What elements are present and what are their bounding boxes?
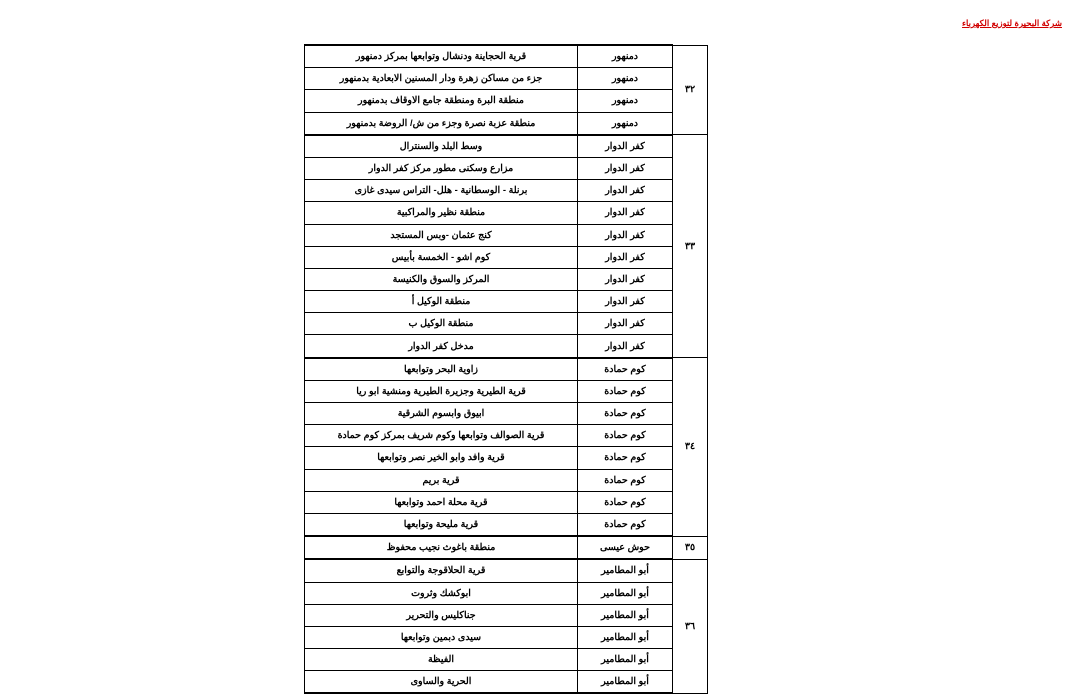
description-cell: منطقة عزبة نصرة وجزء من ش/ الروضة بدمنهور [305, 112, 578, 135]
city-cell: كوم حمادة [578, 469, 673, 491]
description-cell: المركز والسوق والكنيسة [305, 268, 578, 290]
city-cell: أبو المطامير [578, 604, 673, 626]
description-cell: قرية الطيرية وجزيرة الطيرية ومنشية ابو ريا [305, 380, 578, 402]
table-row [305, 513, 708, 536]
description-cell: مزارع وسكنى مطور مركز كفر الدوار [305, 157, 578, 179]
description-cell: قرية بريم [305, 469, 578, 491]
table-row [305, 68, 708, 90]
table-row [305, 582, 708, 604]
description-cell: كنج عثمان -وبس المستجد [305, 224, 578, 246]
description-cell: مدخل كفر الدوار [305, 335, 578, 358]
description-cell: ابيوق وابسوم الشرقية [305, 403, 578, 425]
table-row [305, 358, 708, 381]
table-row [305, 403, 708, 425]
city-cell: أبو المطامير [578, 559, 673, 582]
city-cell: كفر الدوار [578, 224, 673, 246]
description-cell: الفيظة [305, 649, 578, 671]
city-cell: كوم حمادة [578, 403, 673, 425]
description-cell: منطقة نظير والمراكبية [305, 202, 578, 224]
city-cell: كفر الدوار [578, 246, 673, 268]
city-cell: دمنهور [578, 45, 673, 68]
table-row [305, 380, 708, 402]
table-row [305, 447, 708, 469]
description-cell: قرية مليحة وتوابعها [305, 513, 578, 536]
city-cell: كوم حمادة [578, 513, 673, 536]
description-cell: قرية الحلاقوجة والتوابع [305, 559, 578, 582]
description-cell: منطقة الوكيل أ [305, 291, 578, 313]
table-row [305, 559, 708, 582]
table-row [305, 626, 708, 648]
table-row [305, 291, 708, 313]
city-cell: دمنهور [578, 68, 673, 90]
table-row [305, 469, 708, 491]
table-row [305, 157, 708, 179]
description-cell: جزء من مساكن زهرة ودار المسنين الابعادية بدمنهور [305, 68, 578, 90]
description-cell: جناكليس والتحرير [305, 604, 578, 626]
table-container [0, 44, 1080, 694]
table-row [305, 112, 708, 135]
table-row [305, 45, 708, 68]
table-row [305, 135, 708, 158]
table-row [305, 671, 708, 694]
city-cell: كفر الدوار [578, 313, 673, 335]
city-cell: دمنهور [578, 112, 673, 135]
table-row [305, 202, 708, 224]
description-cell: منطقة البرة ومنطقة جامع الاوقاف بدمنهور [305, 90, 578, 112]
description-cell: قرية محلة احمد وتوابعها [305, 491, 578, 513]
table-row [305, 335, 708, 358]
city-cell: كفر الدوار [578, 291, 673, 313]
description-cell: سيدى دبمين وتوابعها [305, 626, 578, 648]
city-cell: حوش عيسى [578, 536, 673, 559]
table-row [305, 425, 708, 447]
table-row [305, 604, 708, 626]
description-cell: منطقة باغوث نجيب محفوظ [305, 536, 578, 559]
city-cell: أبو المطامير [578, 671, 673, 694]
group-number-cell: ٣٦ [673, 559, 708, 693]
table-row [305, 90, 708, 112]
table-row [305, 180, 708, 202]
city-cell: كفر الدوار [578, 157, 673, 179]
description-cell: قرية وافد وابو الخير نصر وتوابعها [305, 447, 578, 469]
description-cell: برنلة - الوسطانية - هلل- التراس سيدى غازى [305, 180, 578, 202]
description-cell: وسط البلد والسنترال [305, 135, 578, 158]
city-cell: أبو المطامير [578, 626, 673, 648]
table-row [305, 536, 708, 559]
table-row [305, 246, 708, 268]
city-cell: كفر الدوار [578, 180, 673, 202]
table-row [305, 268, 708, 290]
group-number-cell: ٣٢ [673, 45, 708, 135]
city-cell: كفر الدوار [578, 268, 673, 290]
table-row [305, 491, 708, 513]
group-number-cell: ٣٥ [673, 536, 708, 559]
distribution-table [304, 44, 708, 694]
table-body [305, 45, 708, 693]
description-cell: زاوية البحر وتوابعها [305, 358, 578, 381]
group-number-cell: ٣٤ [673, 358, 708, 537]
city-cell: كوم حمادة [578, 380, 673, 402]
city-cell: كفر الدوار [578, 202, 673, 224]
city-cell: أبو المطامير [578, 649, 673, 671]
table-row [305, 224, 708, 246]
description-cell: كوم اشو - الخمسة بأبيس [305, 246, 578, 268]
city-cell: كفر الدوار [578, 135, 673, 158]
table-row [305, 313, 708, 335]
description-cell: منطقة الوكيل ب [305, 313, 578, 335]
description-cell: ابوكشك وثروت [305, 582, 578, 604]
city-cell: كوم حمادة [578, 425, 673, 447]
document-header-note: شركة البحيرة لتوزيع الكهرباء [962, 18, 1062, 28]
description-cell: الحرية والساوى [305, 671, 578, 694]
city-cell: أبو المطامير [578, 582, 673, 604]
description-cell: قرية الحجاينة ودنشال وتوابعها بمركز دمنهور [305, 45, 578, 68]
city-cell: كوم حمادة [578, 491, 673, 513]
city-cell: كوم حمادة [578, 447, 673, 469]
city-cell: دمنهور [578, 90, 673, 112]
city-cell: كوم حمادة [578, 358, 673, 381]
description-cell: قرية الصوالف وتوابعها وكوم شريف بمركز كوم حمادة [305, 425, 578, 447]
city-cell: كفر الدوار [578, 335, 673, 358]
group-number-cell: ٣٣ [673, 135, 708, 358]
